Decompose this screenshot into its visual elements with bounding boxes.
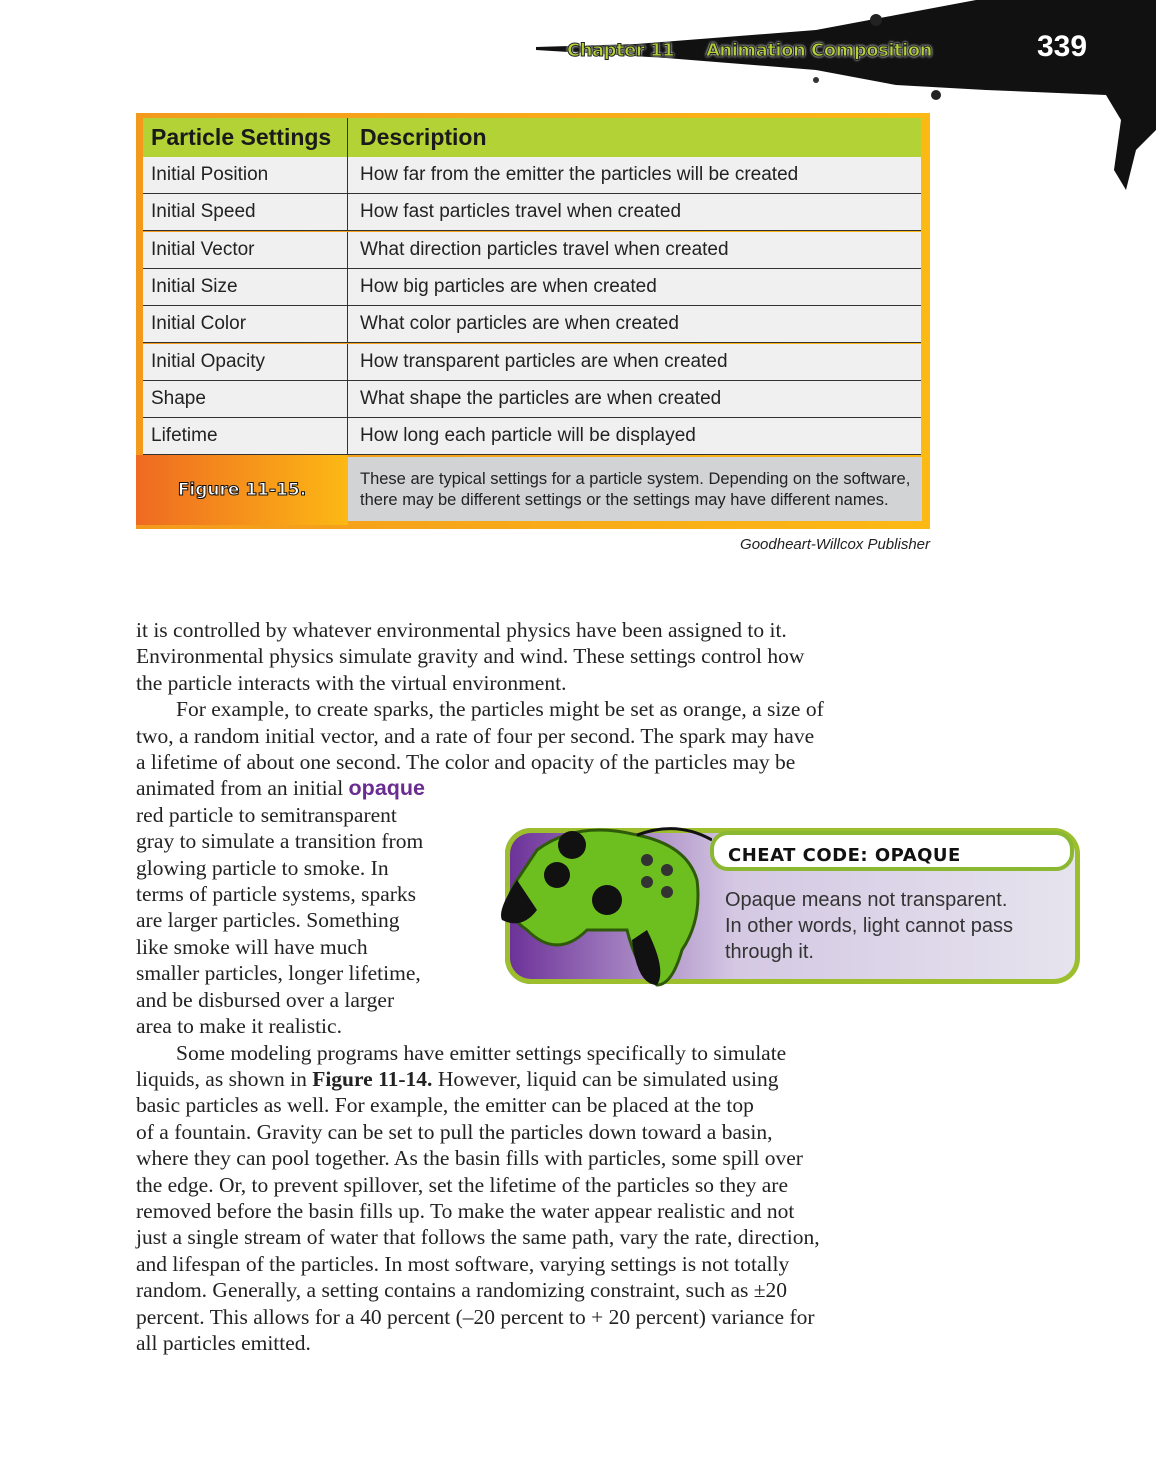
table-header <box>143 118 921 158</box>
text-segment: removed before the basin fills up. To make the water appear realistic and not <box>136 1198 795 1223</box>
setting-name: Initial Vector <box>143 232 348 268</box>
setting-name: Initial Opacity <box>143 344 348 380</box>
section-title: Animation Composition <box>706 40 932 61</box>
header-description: Description <box>360 124 487 150</box>
text-segment: basic particles as well. For example, the emitter can be placed at the top <box>136 1093 754 1118</box>
setting-description: How fast particles travel when created <box>360 201 682 223</box>
figure-caption <box>348 457 922 521</box>
text-segment: area to make it realistic. <box>136 1014 342 1039</box>
text-segment: Some modeling programs have emitter settings specifically to simulate <box>176 1040 787 1065</box>
setting-description: How long each particle will be displayed <box>360 425 696 447</box>
text-line <box>136 670 824 696</box>
gamepad-icon <box>497 820 712 990</box>
text-line <box>136 1119 824 1145</box>
caption-line: there may be different settings or the settings may have different names. <box>360 491 889 509</box>
figure-label: Figure 11-15. <box>136 455 348 525</box>
caption-line: These are typical settings for a particle system. Depending on the software, <box>360 470 911 488</box>
text-line <box>136 723 824 749</box>
table-row <box>143 269 921 306</box>
text-line <box>136 617 824 643</box>
text-segment: gray to simulate a transition from <box>136 829 424 854</box>
setting-description: What direction particles travel when created <box>360 238 729 260</box>
setting-name: Initial Size <box>143 269 348 305</box>
text-line <box>136 802 824 828</box>
text-line <box>136 1145 824 1171</box>
text-line <box>136 1092 824 1118</box>
cheat-code-title: CHEAT CODE: OPAQUE <box>710 831 1074 871</box>
cheat-line: Opaque means not transparent. <box>725 889 1008 911</box>
setting-description: What color particles are when created <box>360 313 679 335</box>
text-segment: glowing particle to smoke. In <box>136 855 389 880</box>
text-line <box>136 1224 824 1250</box>
text-segment: the particle interacts with the virtual environment. <box>136 670 567 695</box>
text-line <box>136 1277 824 1303</box>
text-segment: like smoke will have much <box>136 934 368 959</box>
text-line <box>136 1330 824 1356</box>
text-segment: and lifespan of the particles. In most software, varying settings is not totally <box>136 1251 790 1276</box>
glossary-term[interactable]: opaque <box>348 776 425 801</box>
text-segment: where they can pool together. As the basin fills with particles, some spill over <box>136 1146 803 1171</box>
text-segment: However, liquid can be simulated using <box>432 1066 779 1091</box>
setting-name: Lifetime <box>143 418 348 454</box>
table-row <box>143 194 921 231</box>
cheat-line: In other words, light cannot pass <box>725 915 1013 937</box>
text-segment: percent. This allows for a 40 percent (–20 percent to + 20 percent) variance for <box>136 1304 815 1329</box>
figure-reference: Figure 11-14. <box>312 1066 433 1091</box>
text-segment: are larger particles. Something <box>136 908 400 933</box>
table-row <box>143 344 921 381</box>
text-line <box>136 1251 824 1277</box>
text-segment: liquids, as shown in <box>136 1066 313 1091</box>
header-settings: Particle Settings <box>143 118 348 157</box>
setting-name: Initial Speed <box>143 194 348 230</box>
text-segment: of a fountain. Gravity can be set to pull the particles down toward a basin, <box>136 1119 773 1144</box>
text-line <box>136 1304 824 1330</box>
text-segment: terms of particle systems, sparks <box>136 882 417 907</box>
text-line <box>136 696 824 722</box>
text-segment: a lifetime of about one second. The color and opacity of the particles may be <box>136 750 796 775</box>
text-line <box>136 749 824 775</box>
text-segment: it is controlled by whatever environmental physics have been assigned to it. <box>136 618 787 642</box>
table-row <box>143 157 921 194</box>
text-line <box>136 643 824 669</box>
text-segment: all particles emitted. <box>136 1330 311 1355</box>
setting-description: What shape the particles are when created <box>360 387 722 409</box>
text-line <box>136 987 824 1013</box>
setting-description: How far from the emitter the particles will be created <box>360 164 799 185</box>
cheat-code-body <box>725 887 1013 965</box>
text-line <box>136 775 824 801</box>
text-segment: smaller particles, longer lifetime, <box>136 961 421 986</box>
table-row <box>143 232 921 269</box>
text-line <box>136 1040 824 1066</box>
text-line <box>136 1172 824 1198</box>
body-text <box>136 617 824 1356</box>
setting-description: How transparent particles are when created <box>360 350 728 372</box>
text-line <box>136 1013 824 1039</box>
setting-description: How big particles are when created <box>360 275 657 297</box>
table-row <box>143 418 921 455</box>
text-segment: animated from an initial <box>136 776 349 801</box>
figure-credit: Goodheart-Willcox Publisher <box>740 536 930 553</box>
text-segment: red particle to semitransparent <box>136 802 397 827</box>
text-segment: two, a random initial vector, and a rate of four per second. The spark may have <box>136 723 815 748</box>
setting-name: Initial Color <box>143 306 348 342</box>
text-line <box>136 1066 824 1092</box>
table-row <box>143 381 921 418</box>
setting-name: Initial Position <box>143 157 348 193</box>
chapter-label: Chapter 11 <box>567 40 675 61</box>
particle-settings-table <box>136 113 930 529</box>
text-segment: just a single stream of water that follows the same path, vary the rate, direction, <box>136 1225 820 1250</box>
text-segment: the edge. Or, to prevent spillover, set the lifetime of the particles so they are <box>136 1172 789 1197</box>
text-segment: random. Generally, a setting contains a randomizing constraint, such as ±20 <box>136 1278 788 1303</box>
cheat-line: through it. <box>725 941 814 963</box>
table-row <box>143 306 921 343</box>
text-segment: and be disbursed over a larger <box>136 987 395 1012</box>
setting-name: Shape <box>143 381 348 417</box>
text-line <box>136 1198 824 1224</box>
page-number: 339 <box>1037 30 1088 63</box>
text-segment: For example, to create sparks, the particles might be set as orange, a size of <box>176 697 824 722</box>
text-segment: Environmental physics simulate gravity and wind. These settings control how <box>136 644 805 669</box>
